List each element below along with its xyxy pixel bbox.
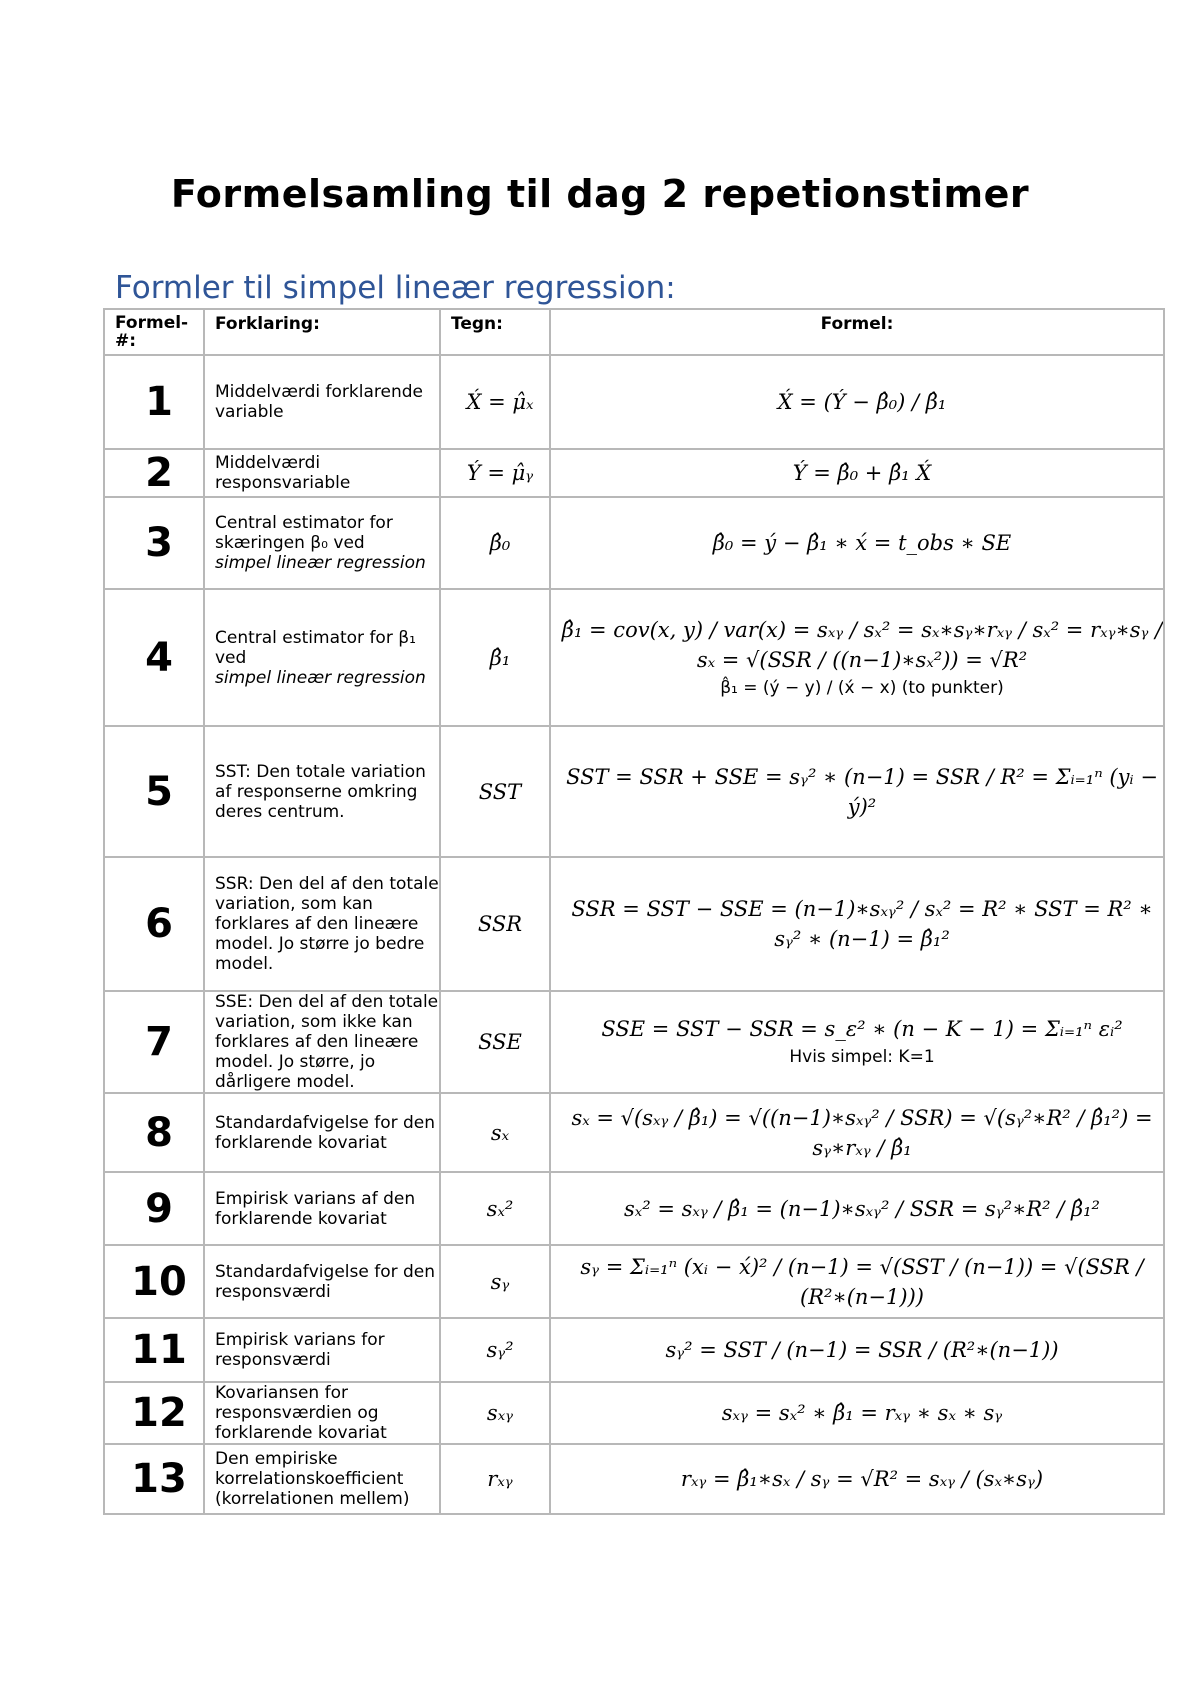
header-num: Formel-#: [104,309,204,355]
table-row [104,1093,1164,1172]
formula-expression: rₓᵧ = β̂₁∗sₓ / sᵧ = √R² = sₓᵧ / (sₓ∗sᵧ) [680,1467,1044,1491]
section-heading: Formler til simpel lineær regression: [115,270,676,306]
formula-number: 7 [104,991,204,1093]
formula-sign: SSR [440,857,550,991]
formula-description [204,497,440,589]
table-row [104,1172,1164,1245]
formula-description [204,726,440,857]
formula-note: β̂₁ = (ý − y) / (x́ − x) (to punkter) [720,677,1004,698]
formula-number: 12 [104,1382,204,1444]
description-text: Kovariansen for responsværdien og forklarende kovariat [215,1383,387,1443]
formula-description [204,1318,440,1382]
formula-description [204,1093,440,1172]
formula-description [204,589,440,726]
formula-cell [550,726,1164,857]
formula-expression: SSE = SST − SSR = s_ε² ∗ (n − K − 1) = Σᵢ₌₁ⁿ εᵢ² [601,1017,1123,1041]
table-row [104,1245,1164,1318]
formula-cell [550,1093,1164,1172]
header-desc: Forklaring: [204,309,440,355]
formula-cell [550,1444,1164,1514]
formula-expression: SSR = SST − SSE = (n−1)∗sₓᵧ² / sₓ² = R² ∗ SST = R² ∗ sᵧ² ∗ (n−1) = β̂₁² [571,897,1153,951]
formula-sign: sᵧ [440,1245,550,1318]
description-text: Standardafvigelse for den responsværdi [215,1261,436,1302]
table-row [104,1382,1164,1444]
formula-expression: β̂₀ = ý − β̂₁ ∗ x́ = t_obs ∗ SE [712,531,1012,555]
description-text: SSR: Den del af den totale variation, som kan forklares af den lineære model. Jo større jo bedre model. [215,874,439,974]
description-text: Central estimator for skæringen β₀ ved [215,513,393,553]
formula-sign: SST [440,726,550,857]
table-row [104,355,1164,449]
formula-cell [550,355,1164,449]
formula-number: 3 [104,497,204,589]
formula-description [204,1444,440,1514]
description-text: SST: Den totale variation af responserne omkring deres centrum. [215,761,426,822]
formula-number: 4 [104,589,204,726]
formula-description [204,991,440,1093]
formula-cell [550,1172,1164,1245]
page-title: Formelsamling til dag 2 repetionstimer [170,172,1030,216]
table-row [104,726,1164,857]
table-row [104,589,1164,726]
formula-sign: sₓ [440,1093,550,1172]
formula-expression: sₓᵧ = sₓ² ∗ β̂₁ = rₓᵧ ∗ sₓ ∗ sᵧ [721,1401,1003,1425]
formula-expression: SST = SSR + SSE = sᵧ² ∗ (n−1) = SSR / R² = Σᵢ₌₁ⁿ (yᵢ − ý)² [566,764,1158,819]
formula-number: 6 [104,857,204,991]
formula-sign: sₓᵧ [440,1382,550,1444]
description-note: simpel lineær regression [215,553,426,573]
formula-number: 2 [104,449,204,497]
formula-sign: β̂₁ [440,589,550,726]
formula-sign: X́ = μ̂ₓ [440,355,550,449]
formula-table [103,308,1165,1515]
table-row [104,497,1164,589]
description-text: Middelværdi responsvariable [215,453,351,493]
formula-number: 11 [104,1318,204,1382]
formula-cell [550,449,1164,497]
header-formula: Formel: [550,309,1164,355]
formula-description [204,1382,440,1444]
formula-description [204,449,440,497]
table-row [104,1318,1164,1382]
description-text: Empirisk varians for responsværdi [215,1330,385,1370]
formula-description [204,857,440,991]
formula-number: 8 [104,1093,204,1172]
formula-description [204,1245,440,1318]
table-row [104,857,1164,991]
formula-cell [550,991,1164,1093]
formula-number: 13 [104,1444,204,1514]
description-text: Standardafvigelse for den forklarende kovariat [215,1112,436,1153]
formula-sign: SSE [440,991,550,1093]
formula-note: Hvis simpel: K=1 [789,1047,935,1067]
formula-expression: X́ = (Ý − β̂₀) / β̂₁ [777,390,947,414]
formula-number: 10 [104,1245,204,1318]
formula-sign: rₓᵧ [440,1444,550,1514]
formula-expression: sₓ = √(sₓᵧ / β̂₁) = √((n−1)∗sₓᵧ² / SSR) = √(sᵧ²∗R² / β̂₁²) = sᵧ∗rₓᵧ / β̂₁ [571,1105,1153,1160]
table-row [104,449,1164,497]
formula-description [204,355,440,449]
formula-sign: β̂₀ [440,497,550,589]
table-row [104,991,1164,1093]
formula-number: 9 [104,1172,204,1245]
description-text: Middelværdi forklarende variable [215,382,423,422]
formula-number: 1 [104,355,204,449]
formula-expression: β̂₁ = cov(x, y) / var(x) = sₓᵧ / sₓ² = sₓ∗sᵧ∗rₓᵧ / sₓ² = rₓᵧ∗sᵧ / sₓ = √(SSR / ((n−1)∗sₓ²)) = √R² [561,617,1163,672]
description-text: Central estimator for β₁ ved [215,627,416,668]
formula-sign: Ý = μ̂ᵧ [440,449,550,497]
formula-sign: sᵧ² [440,1318,550,1382]
description-text: Empirisk varians af den forklarende kovariat [215,1188,416,1229]
formula-expression: Ý = β̂₀ + β̂₁ X́ [792,461,932,485]
formula-expression: sₓ² = sₓᵧ / β̂₁ = (n−1)∗sₓᵧ² / SSR = sᵧ²∗R² / β̂₁² [624,1196,1100,1221]
formula-expression: sᵧ = Σᵢ₌₁ⁿ (xᵢ − x́)² / (n−1) = √(SST / (n−1)) = √(SSR / (R²∗(n−1))) [580,1254,1144,1309]
formula-cell [550,497,1164,589]
header-sign: Tegn: [440,309,550,355]
description-text: Den empiriske korrelationskoefficient (korrelationen mellem) [215,1449,410,1509]
table-header-row [104,309,1164,355]
description-note: simpel lineær regression [215,667,426,688]
formula-cell [550,1318,1164,1382]
table-row [104,1444,1164,1514]
formula-sign: sₓ² [440,1172,550,1245]
formula-cell [550,589,1164,726]
formula-cell [550,1245,1164,1318]
formula-number: 5 [104,726,204,857]
formula-description [204,1172,440,1245]
formula-cell [550,1382,1164,1444]
description-text: SSE: Den del af den totale variation, som ikke kan forklares af den lineære model. Jo større, jo dårligere model. [215,992,439,1092]
table-body [104,355,1164,1514]
formula-cell [550,857,1164,991]
formula-expression: sᵧ² = SST / (n−1) = SSR / (R²∗(n−1)) [665,1338,1059,1362]
